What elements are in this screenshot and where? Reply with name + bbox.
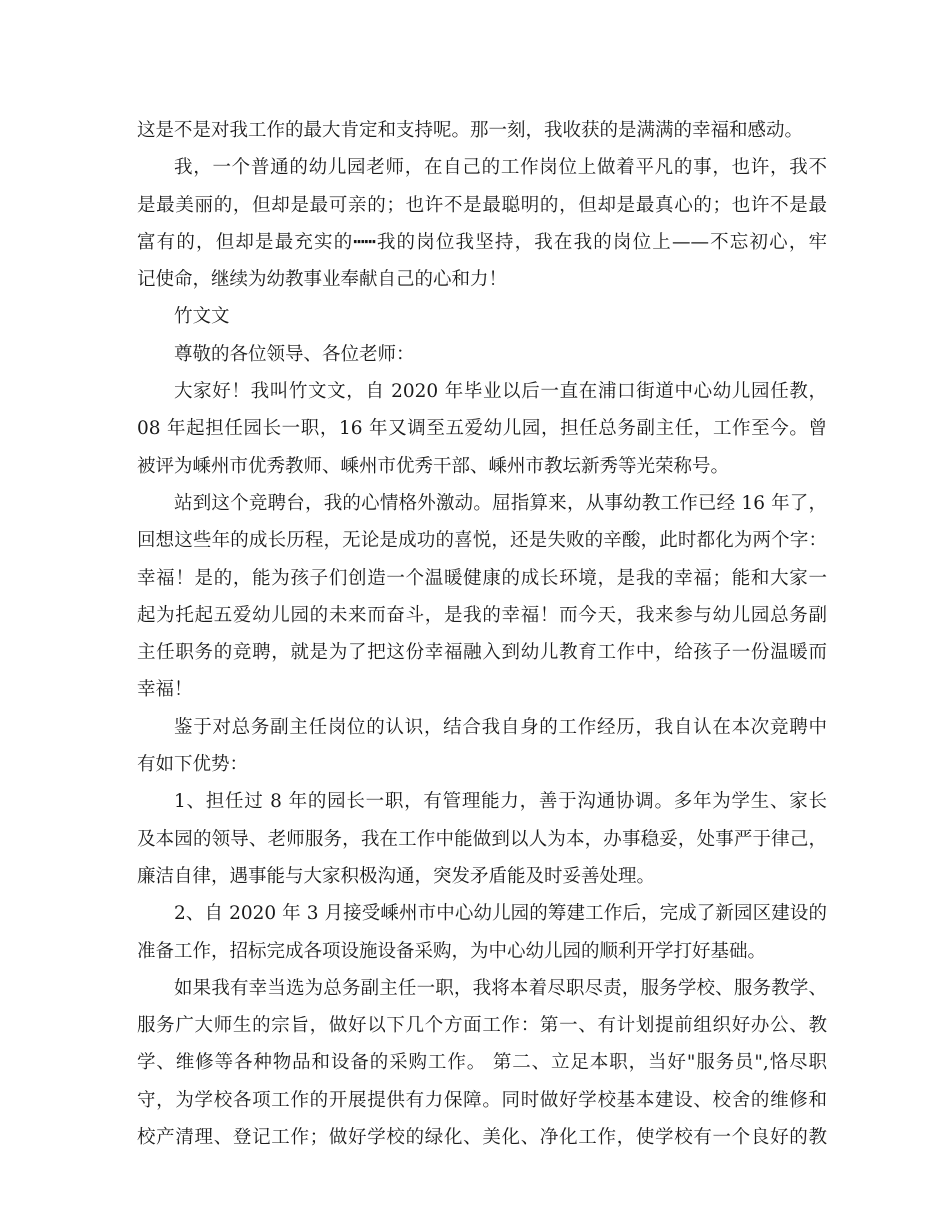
text-line: 我，一个普通的幼儿园老师，在自己的工作岗位上做着平凡的事，也许，我不	[174, 157, 827, 179]
text-line: 这是不是对我工作的最大肯定和支持呢。那一刻，我收获的是满满的幸福和感动。	[137, 120, 804, 141]
text-line: 尊敬的各位领导、各位老师：	[174, 343, 415, 365]
text-line: 08 年起担任园长一职，16 年又调至五爱幼儿园，担任总务副主任，工作至今。曾	[137, 418, 827, 440]
text-line: 起为托起五爱幼儿园的未来而奋斗，是我的幸福！而今天，我来参与幼儿园总务副	[137, 604, 827, 626]
text-line: 守，为学校各项工作的开展提供有力保障。同时做好学校基本建设、校舍的维修和	[137, 1089, 827, 1111]
text-line: 富有的，但却是最充实的┅┅我的岗位我坚持，我在我的岗位上——不忘初心，牢	[137, 231, 827, 253]
text-line: 有如下优势：	[137, 754, 249, 776]
text-line: 准备工作，招标完成各项设施设备采购，为中心幼儿园的顺利开学打好基础。	[137, 940, 767, 962]
text-line: 校产清理、登记工作；做好学校的绿化、美化、净化工作，使学校有一个良好的教	[137, 1127, 827, 1149]
text-line: 被评为嵊州市优秀教师、嵊州市优秀干部、嵊州市教坛新秀等光荣称号。	[137, 455, 730, 477]
text-line: 2、自 2020 年 3 月接受嵊州市中心幼儿园的筹建工作后，完成了新园区建设的	[174, 903, 827, 925]
text-line: 如果我有幸当选为总务副主任一职，我将本着尽职尽责，服务学校、服务教学、	[174, 977, 827, 999]
text-line: 及本园的领导、老师服务，我在工作中能做到以人为本，办事稳妥，处事严于律己，	[137, 828, 827, 850]
text-line: 是最美丽的，但却是最可亲的；也许不是最聪明的，但却是最真心的；也许不是最	[137, 194, 827, 216]
text-line: 1、担任过 8 年的园长一职，有管理能力，善于沟通协调。多年为学生、家长	[174, 791, 827, 813]
text-line: 幸福！是的，能为孩子们创造一个温暖健康的成长环境，是我的幸福；能和大家一	[137, 567, 827, 589]
text-line: 大家好！我叫竹文文，自 2020 年毕业以后一直在浦口街道中心幼儿园任教，	[174, 381, 827, 403]
text-line: 廉洁自律，遇事能与大家积极沟通，突发矛盾能及时妥善处理。	[137, 865, 656, 887]
text-line: 回想这些年的成长历程，无论是成功的喜悦，还是失败的辛酸，此时都化为两个字：	[137, 530, 827, 552]
text-line: 站到这个竞聘台，我的心情格外激动。屈指算来，从事幼教工作已经 16 年了，	[174, 492, 827, 514]
text-line: 服务广大师生的宗旨，做好以下几个方面工作：第一、有计划提前组织好办公、教	[137, 1015, 827, 1037]
text-line: 主任职务的竞聘，就是为了把这份幸福融入到幼儿教育工作中，给孩子一份温暖而	[137, 642, 827, 664]
text-line: 幸福！	[137, 679, 193, 701]
text-line: 学、维修等各种物品和设备的采购工作。 第二、立足本职，当好"服务员",恪尽职	[137, 1052, 827, 1074]
text-line: 鉴于对总务副主任岗位的认识，结合我自身的工作经历，我自认在本次竞聘中	[174, 716, 827, 738]
text-line: 记使命，继续为幼教事业奉献自己的心和力！	[137, 269, 508, 291]
text-line: 竹文文	[174, 306, 230, 328]
document-body	[137, 112, 827, 1156]
